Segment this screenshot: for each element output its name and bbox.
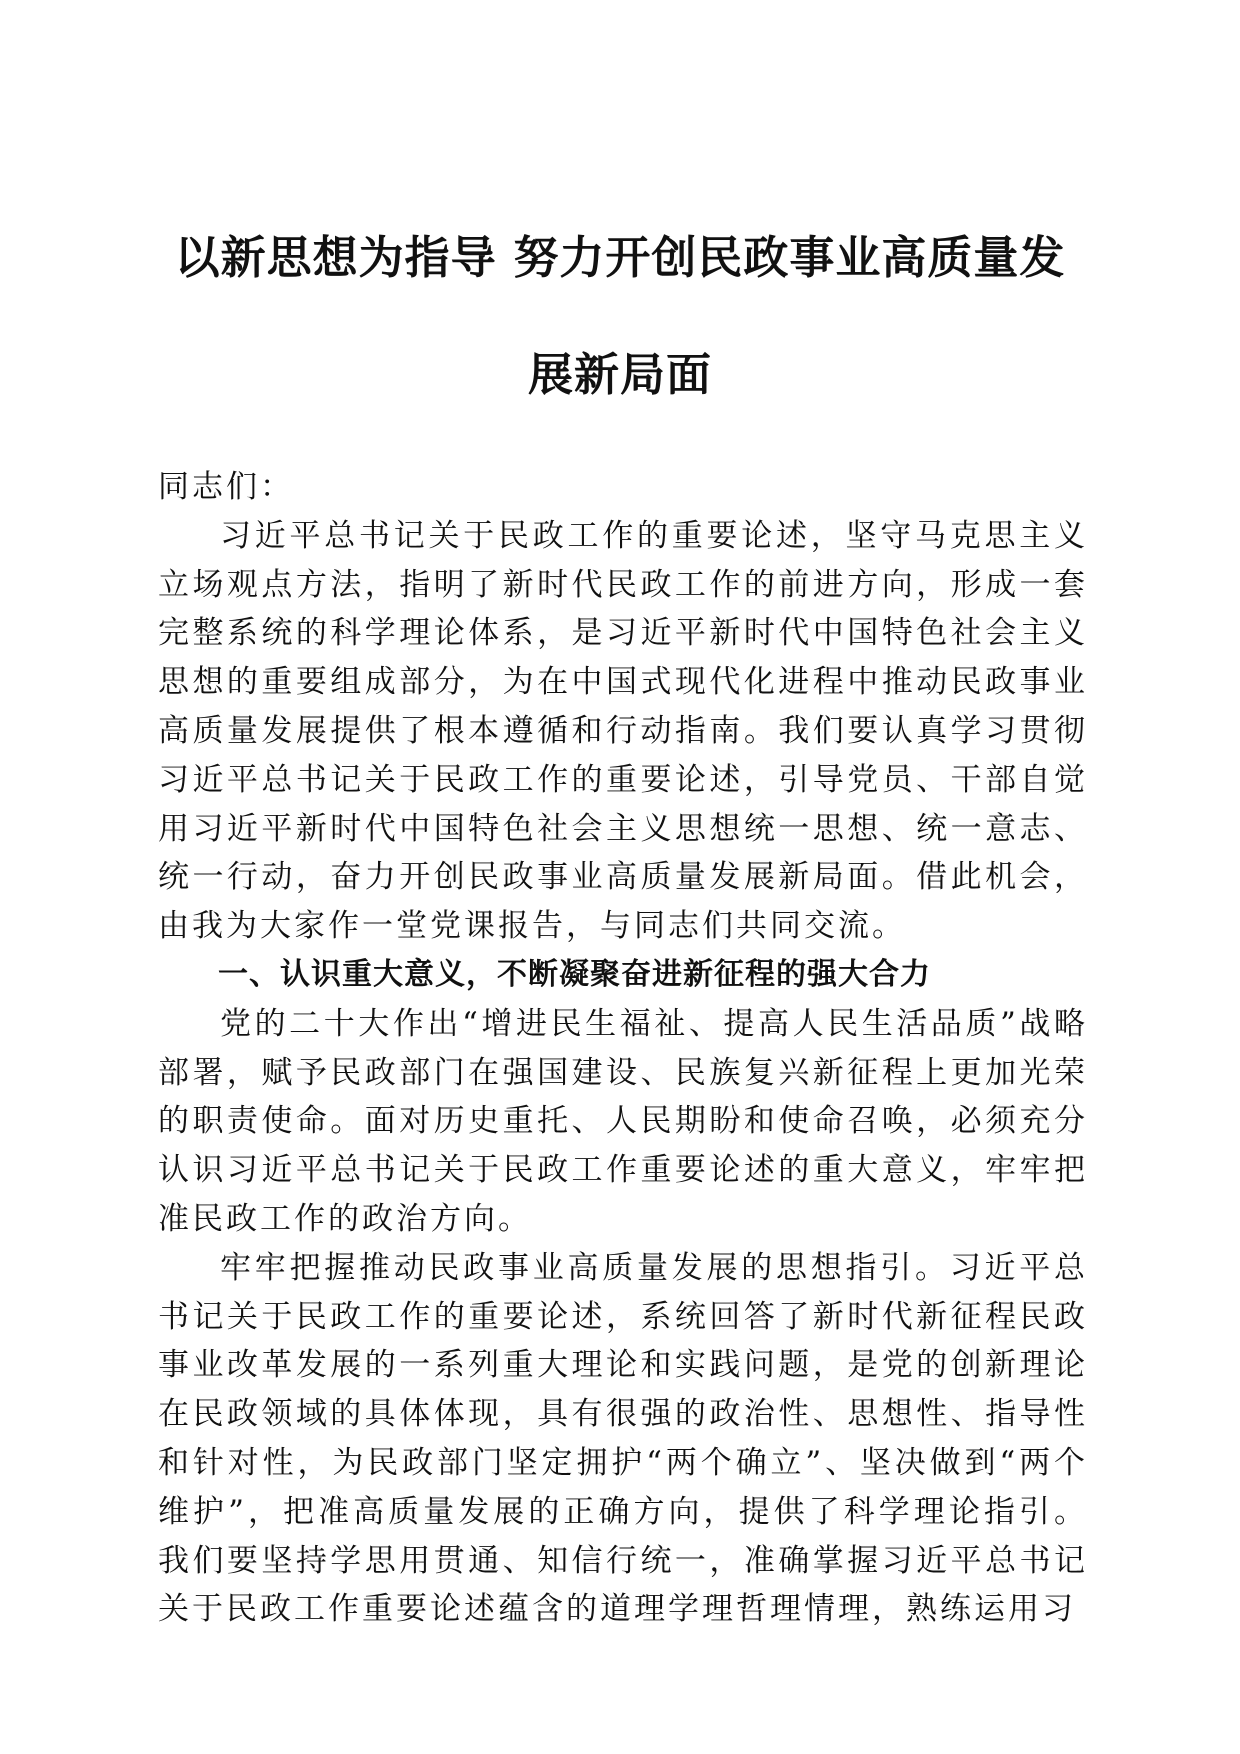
salutation: 同志们： (158, 469, 294, 505)
paragraph-section-1-intro: 党的二十大作出“增进民生福祉、提高人民生活品质”战略部署，赋予民政部门在强国建设、民族复兴新征程上更加光荣的职责使命。面对历史重托、人民期盼和使命召唤，必须充分认识习近平总书记关于民政工作重要论述的重大意义，牢牢把准民政工作的政治方向。 (158, 1005, 1088, 1237)
document-title-line-1: 以新思想为指导 努力开创民政事业高质量发 (174, 231, 1066, 284)
paragraph-intro: 习近平总书记关于民政工作的重要论述，坚守马克思主义立场观点方法，指明了新时代民政工作的前进方向，形成一套完整系统的科学理论体系，是习近平新时代中国特色社会主义思想的重要组成部分，为在中国式现代化进程中推动民政事业高质量发展提供了根本遵循和行动指南。我们要认真学习贯彻习近平总书记关于民政工作的重要论述，引导党员、干部自觉用习近平新时代中国特色社会主义思想统一思想、统一意志、统一行动，奋力开创民政事业高质量发展新局面。借此机会，由我为大家作一堂党课报告，与同志们共同交流。 (158, 517, 1088, 945)
section-heading-1: 一、认识重大意义，不断凝聚奋进新征程的强大合力 (218, 956, 931, 992)
document-title-line-2: 展新局面 (527, 348, 712, 401)
document-body (158, 463, 1088, 1634)
paragraph-section-1-point-1: 牢牢把握推动民政事业高质量发展的思想指引。习近平总书记关于民政工作的重要论述，系统回答了新时代新征程民政事业改革发展的一系列重大理论和实践问题，是党的创新理论在民政领域的具体体现，具有很强的政治性、思想性、指导性和针对性，为民政部门坚定拥护“两个确立”、坚决做到“两个维护”，把准高质量发展的正确方向，提供了科学理论指引。我们要坚持学思用贯通、知信行统一，准确掌握习近平总书记关于民政工作重要论述蕴含的道理学理哲理情理，熟练运用习 (158, 1249, 1088, 1628)
